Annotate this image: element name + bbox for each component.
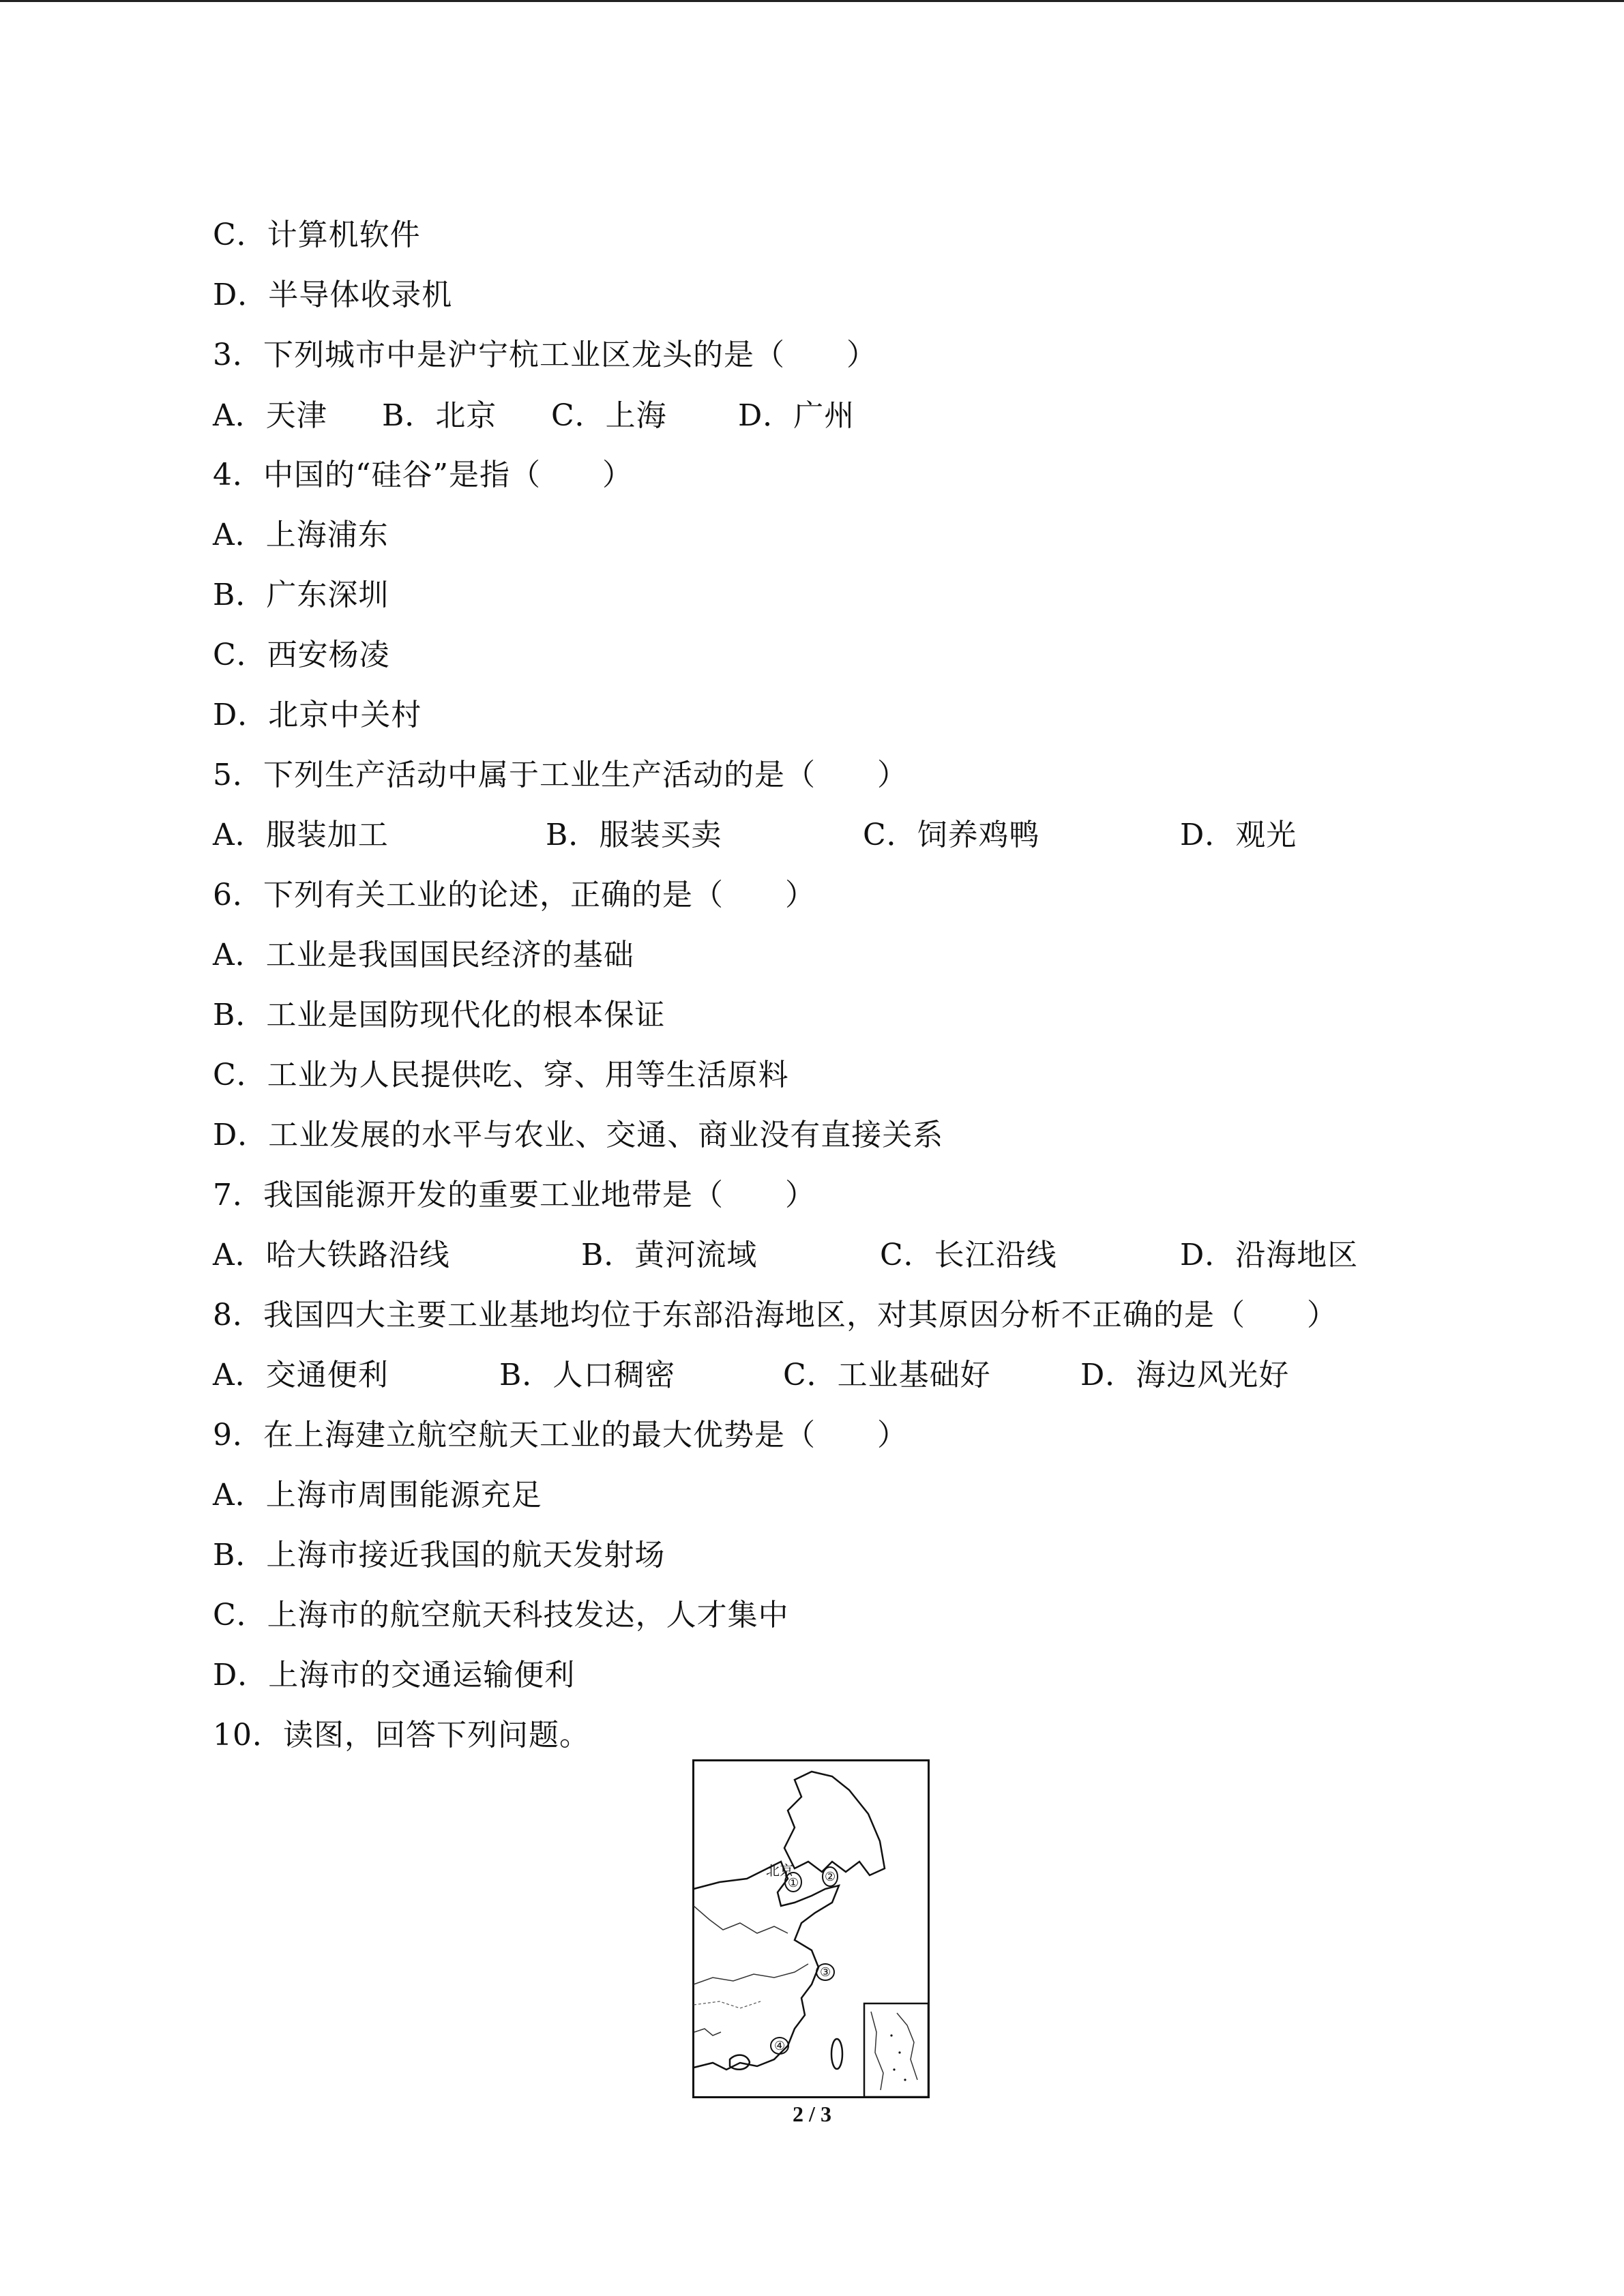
q5-option-c: C．饲养鸡鸭 [863,818,1040,852]
q8-option-a: A．交通便利 [213,1358,389,1392]
question-3: 3．下列城市中是沪宁杭工业区龙头的是（ ） [213,338,877,372]
q4-option-b: B．广东深圳 [213,578,389,612]
q6-option-c: C．工业为人民提供吃、穿、用等生活原料 [213,1058,789,1092]
q8-option-c: C．工业基础好 [783,1358,991,1392]
question-3-options [213,396,1509,436]
q3-option-c: C．上海 [551,398,667,433]
question-6: 6．下列有关工业的论述，正确的是（ ） [213,878,816,912]
page-number: 2 / 3 [793,2102,831,2126]
q2-option-d: D．半导体收录机 [213,278,453,312]
q4-option-d: D．北京中关村 [213,698,422,732]
q3-option-d: D．广州 [738,398,855,433]
question-8-options [213,1355,1509,1396]
question-5-options [213,815,1509,856]
beijing-label: 北京 [766,1864,793,1879]
question-8: 8．我国四大主要工业基地均位于东部沿海地区，对其原因分析不正确的是（ ） [213,1298,1338,1332]
q6-option-d: D．工业发展的水平与农业、交通、商业没有直接关系 [213,1118,944,1152]
region-mark-4: ④ [774,2039,786,2053]
q4-option-a: A．上海浦东 [213,518,389,552]
q8-option-d: D．海边风光好 [1080,1358,1290,1392]
region-mark-3: ③ [820,1965,831,1979]
q7-option-c: C．长江沿线 [880,1238,1057,1272]
q9-option-d: D．上海市的交通运输便利 [213,1658,576,1693]
q9-option-a: A．上海市周围能源充足 [213,1478,542,1512]
q8-option-b: B．人口稠密 [499,1358,676,1392]
q5-option-b: B．服装买卖 [546,818,722,852]
q6-option-a: A．工业是我国国民经济的基础 [213,938,634,972]
industrial-base-map [692,1759,931,2099]
region-mark-2: ② [825,1870,836,1883]
q2-option-c: C．计算机软件 [213,218,421,252]
question-10: 10．读图，回答下列问题。 [213,1718,590,1753]
question-7: 7．我国能源开发的重要工业地带是（ ） [213,1178,816,1212]
q3-option-b: B．北京 [382,398,497,433]
question-7-options [213,1235,1509,1276]
q9-option-c: C．上海市的航空航天科技发达，人才集中 [213,1598,789,1632]
question-4: 4．中国的“硅谷”是指（ ） [213,458,633,492]
q4-option-c: C．西安杨凌 [213,638,390,672]
q7-option-b: B．黄河流域 [581,1238,758,1272]
question-5: 5．下列生产活动中属于工业生产活动的是（ ） [213,758,908,792]
q7-option-d: D．沿海地区 [1180,1238,1359,1272]
q6-option-b: B．工业是国防现代化的根本保证 [213,998,666,1032]
q5-option-a: A．服装加工 [213,818,389,852]
q7-option-a: A．哈大铁路沿线 [213,1238,450,1272]
q3-option-a: A．天津 [213,398,327,433]
q5-option-d: D．观光 [1180,818,1297,852]
region-mark-1: ① [788,1876,799,1890]
question-9: 9．在上海建立航空航天工业的最大优势是（ ） [213,1418,908,1452]
page-top-border [0,0,1624,2]
q9-option-b: B．上海市接近我国的航天发射场 [213,1538,666,1572]
